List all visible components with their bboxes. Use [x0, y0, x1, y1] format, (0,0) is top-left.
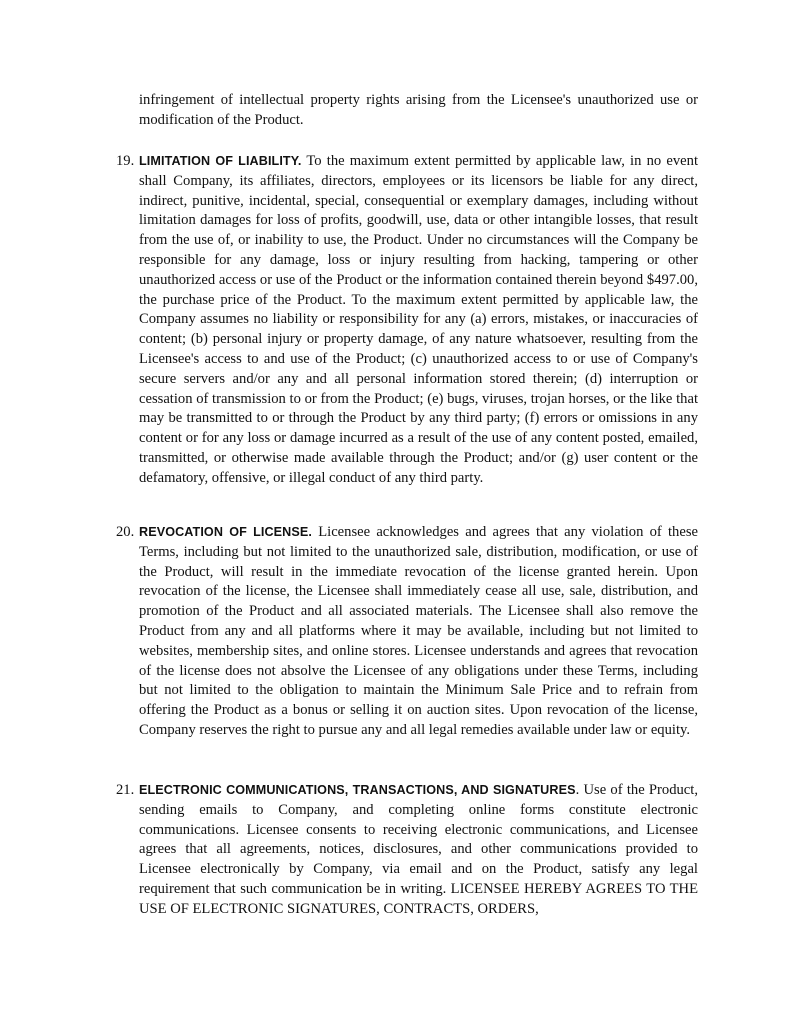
clause-text: Licensee acknowledges and agrees that any violation of these Terms, including but not limited to the unauthorized sale, distribution, modification, or use of the Product, will result in the immediate revocation of the license granted herein. Upon revocation of the license, the Licensee shall immediately cease all use, sale, distribution, and promotion of the Product and all associated materials. The Licensee shall also remove the Product from any and all platforms where it may be available, including but not limited to websites, membership sites, and online stores. Licensee understands and agrees that revocation of the license does not absolve the Licensee of any obligations under these Terms, including but not limited to the obligation to maintain the Minimum Sale Price and to refrain from offering the Product as a bonus or selling it on auction sites. Upon revocation of the license, Company reserves the right to pursue any and all legal remedies available under law or equity. — [139, 524, 698, 738]
clause-20 — [116, 523, 698, 741]
clause-body — [139, 523, 698, 741]
clause-19 — [116, 152, 698, 489]
clause-body — [139, 781, 698, 920]
clause-heading: ELECTRONIC COMMUNICATIONS, TRANSACTIONS, AND SIGNATURES — [139, 783, 576, 797]
clause-number: 19. — [116, 153, 135, 169]
clause-text: . Use of the Product, sending emails to Company, and completing online forms constitute electronic communications. Licensee consents to receiving electronic communications, and Licensee agrees that all agreements, notices, disclosures, and other communications provided to Licensee electronically by Company, via email and on the Product, satisfy any legal requirement that such communication be in writing. LICENSEE HEREBY AGREES TO THE USE OF ELECTRONIC SIGNATURES, CONTRACTS, ORDERS, — [139, 782, 698, 917]
continuation-paragraph: infringement of intellectual property rights arising from the Licensee's unauthorized use or modification of the Product. — [139, 92, 698, 128]
clause-heading: LIMITATION OF LIABILITY. — [139, 154, 302, 168]
clause-number: 20. — [116, 524, 135, 540]
clause-number: 21. — [116, 782, 135, 798]
clause-21 — [116, 781, 698, 920]
clause-text: To the maximum extent permitted by applicable law, in no event shall Company, its affiliates, directors, employees or its licensors be liable for any direct, indirect, punitive, incidental, special, consequential or exemplary damages, including without limitation damages for loss of profits, goodwill, use, data or other intangible losses, that result from the use of, or inability to use, the Product. Under no circumstances will the Company be responsible for any damage, loss or injury resulting from hacking, tampering or other unauthorized access or use of the Product or the information contained therein beyond $497.00, the purchase price of the Product. To the maximum extent permitted by applicable law, the Company assumes no liability or responsibility for any (a) errors, mistakes, or inaccuracies of content; (b) personal injury or property damage, of any nature whatsoever, resulting from the Licensee's access to and use of the Product; (c) unauthorized access to or use of Company's secure servers and/or any and all personal information stored therein; (d) interruption or cessation of transmission to or from the Product; (e) bugs, viruses, trojan horses, or the like that may be transmitted to or through the Product by any third party; (f) errors or omissions in any content or for any loss or damage incurred as a result of the use of any content posted, emailed, transmitted, or otherwise made available through the Product; and/or (g) user content or the defamatory, offensive, or illegal conduct of any third party. — [139, 153, 698, 486]
clause-heading: REVOCATION OF LICENSE. — [139, 525, 312, 539]
clause-body — [139, 152, 698, 489]
